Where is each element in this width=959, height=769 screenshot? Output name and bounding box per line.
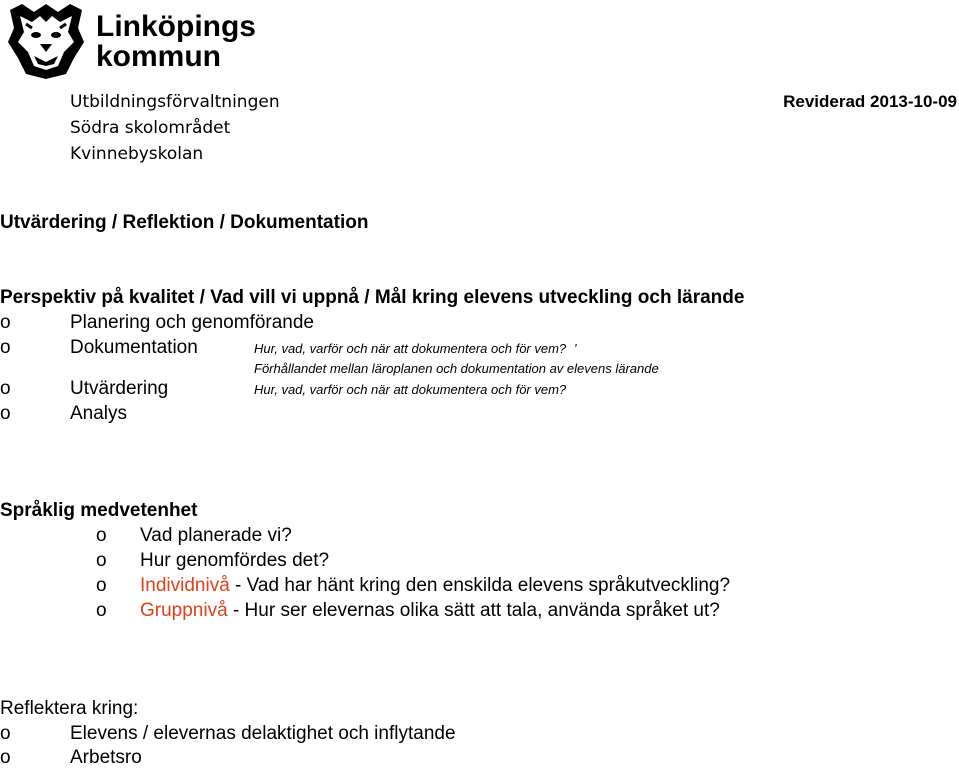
list-item [0,747,142,769]
bullet-marker: o [0,403,11,424]
list-item-text: Hur genomfördes det? [140,550,330,571]
bullet-marker: o [96,525,107,546]
list-item-text: - Hur ser elevernas olika sätt att tala, använda språket ut? [227,600,720,621]
bullet-marker: o [0,723,11,744]
lion-crest-icon [4,2,88,80]
item-note-mark: ’ [573,341,577,356]
section-title-language: Språklig medvetenhet [0,500,198,521]
dept-name: Utbildningsförvaltningen [70,92,280,112]
list-item [0,378,168,400]
section-title-evaluation: Utvärdering / Reflektion / Dokumentation [0,212,369,233]
item-note: Förhållandet mellan läroplanen och dokumentation av elevens lärande [254,361,659,376]
list-item-label: Dokumentation [70,337,198,358]
list-item-highlight: Individnivå [140,575,230,596]
item-note-text: Hur, vad, varför och när att dokumentera och för vem? [254,341,567,356]
list-item-label: Analys [70,403,128,424]
list-item [96,575,730,597]
list-item [0,337,198,359]
bullet-marker: o [96,600,107,621]
section-title-quality: Perspektiv på kvalitet / Vad vill vi uppnå / Mål kring elevens utveckling och lärande [0,287,745,308]
list-item [0,723,456,745]
bullet-marker: o [96,575,107,596]
school-name: Kvinnebyskolan [70,144,204,164]
brand-line1: Linköpings [96,10,256,43]
brand-line2: kommun [96,40,222,73]
revised-date: Reviderad 2013-10-09 [783,92,957,111]
item-note: Hur, vad, varför och när att dokumentera och för vem? [254,382,567,397]
list-item [96,600,720,622]
bullet-marker: o [96,550,107,571]
section-title-reflect: Reflektera kring: [0,698,139,719]
bullet-marker: o [0,312,11,333]
list-item-text: Elevens / elevernas delaktighet och inflytande [70,723,456,744]
list-item-text: Arbetsro [70,747,142,768]
area-name: Södra skolområdet [70,118,231,138]
bullet-marker: o [0,337,11,358]
list-item [96,525,292,547]
list-item [0,403,127,425]
list-item [96,550,329,572]
item-note [254,341,577,356]
bullet-marker: o [0,378,11,399]
bullet-marker: o [0,747,11,768]
list-item-label: Utvärdering [70,378,169,399]
list-item-text: Vad planerade vi? [140,525,292,546]
list-item-highlight: Gruppnivå [140,600,228,621]
list-item-label: Planering och genomförande [70,312,315,333]
list-item [0,312,314,334]
list-item-text: - Vad har hänt kring den enskilda elevens språkutveckling? [229,575,731,596]
brand-logotype [96,12,256,72]
